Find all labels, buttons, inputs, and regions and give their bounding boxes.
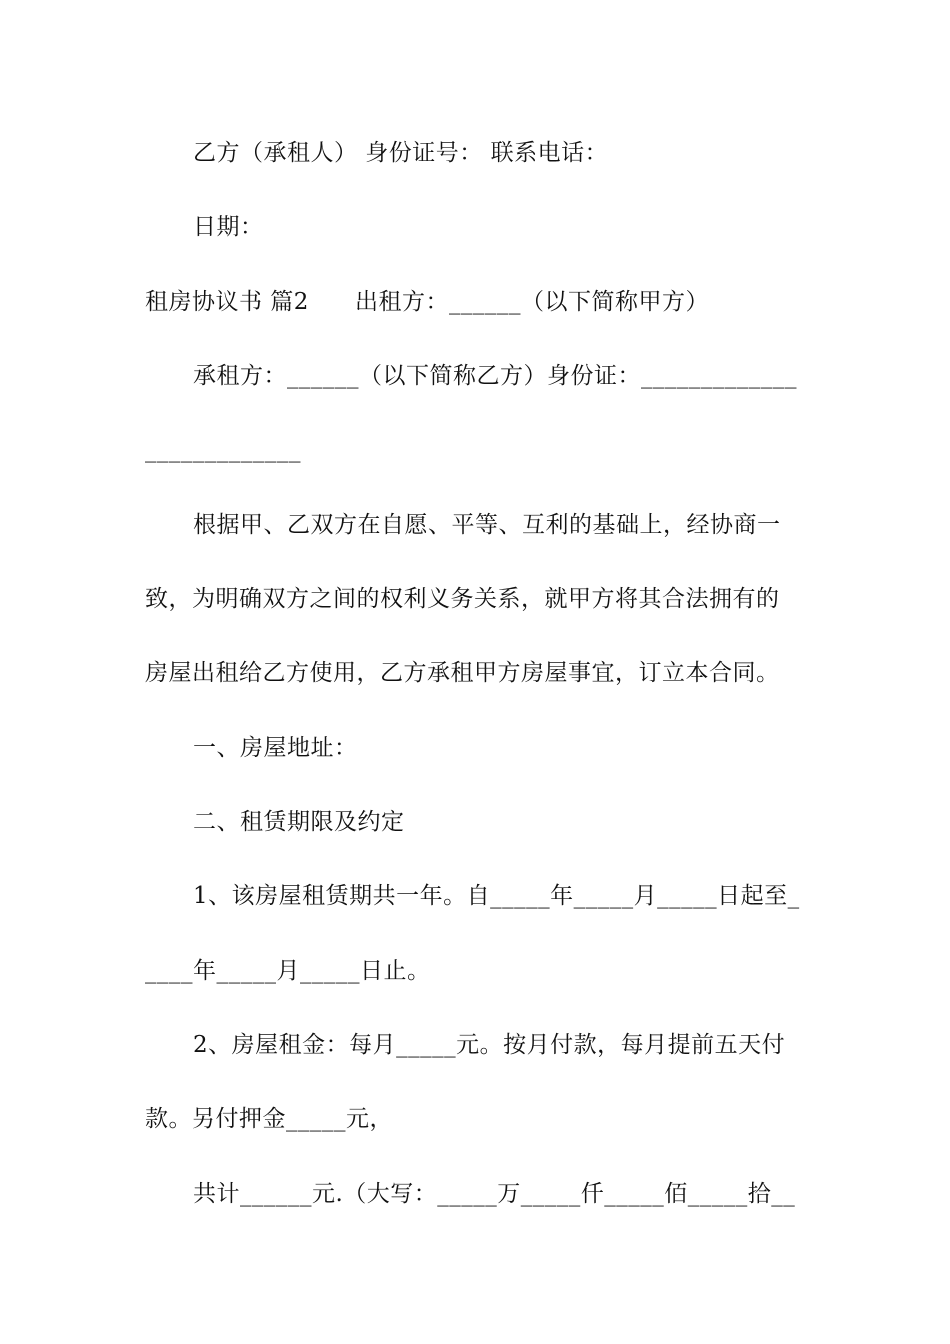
deposit-clause: 款。另付押金_____元， xyxy=(145,1106,393,1132)
id-blank-continuation: _____________ xyxy=(145,437,301,463)
lessor-field: 出租方：______（以下简称甲方） xyxy=(354,289,709,315)
preamble-text: 根据甲、乙双方在自愿、平等、互利的基础上，经协商一 xyxy=(193,512,781,538)
id-continuation-line xyxy=(145,435,825,465)
paragraph-line xyxy=(145,584,825,614)
lessee-line xyxy=(193,361,873,391)
paragraph-line xyxy=(193,510,873,540)
preamble-text: 房屋出租给乙方使用，乙方承租甲方房屋事宜，订立本合同。 xyxy=(145,660,780,686)
total-amount-clause: 共计______元.（大写：_____万_____仟_____佰_____拾__ xyxy=(193,1181,796,1207)
section-2-title: 二、租赁期限及约定 xyxy=(193,809,405,835)
agreement-title: 租房协议书 篇2 xyxy=(145,289,309,315)
section-heading xyxy=(193,733,873,763)
clause-line xyxy=(193,881,873,911)
agreement-heading-line xyxy=(145,287,825,317)
lessee-field: 承租方：______（以下简称乙方）身份证：_____________ xyxy=(193,363,797,389)
preamble-text: 致，为明确双方之间的权利义务关系，就甲方将其合法拥有的 xyxy=(145,586,780,612)
date-line xyxy=(193,212,873,242)
section-1-title: 一、房屋地址： xyxy=(193,735,358,761)
section-heading xyxy=(193,807,873,837)
clause-line xyxy=(145,1104,825,1134)
lease-term-clause: 1、该房屋租赁期共一年。自_____年_____月_____日起至_ xyxy=(193,883,800,909)
clause-line xyxy=(145,956,825,986)
date-label: 日期： xyxy=(193,214,264,240)
party-b-info: 乙方（承租人） 身份证号： 联系电话： xyxy=(193,140,609,166)
rent-clause: 2、房屋租金：每月_____元。按月付款，每月提前五天付 xyxy=(193,1032,786,1058)
party-b-signature-line xyxy=(193,138,873,168)
clause-line xyxy=(193,1179,873,1209)
clause-line xyxy=(193,1030,873,1060)
paragraph-line xyxy=(145,658,825,688)
lease-term-clause-continued: ____年_____月_____日止。 xyxy=(145,958,431,984)
